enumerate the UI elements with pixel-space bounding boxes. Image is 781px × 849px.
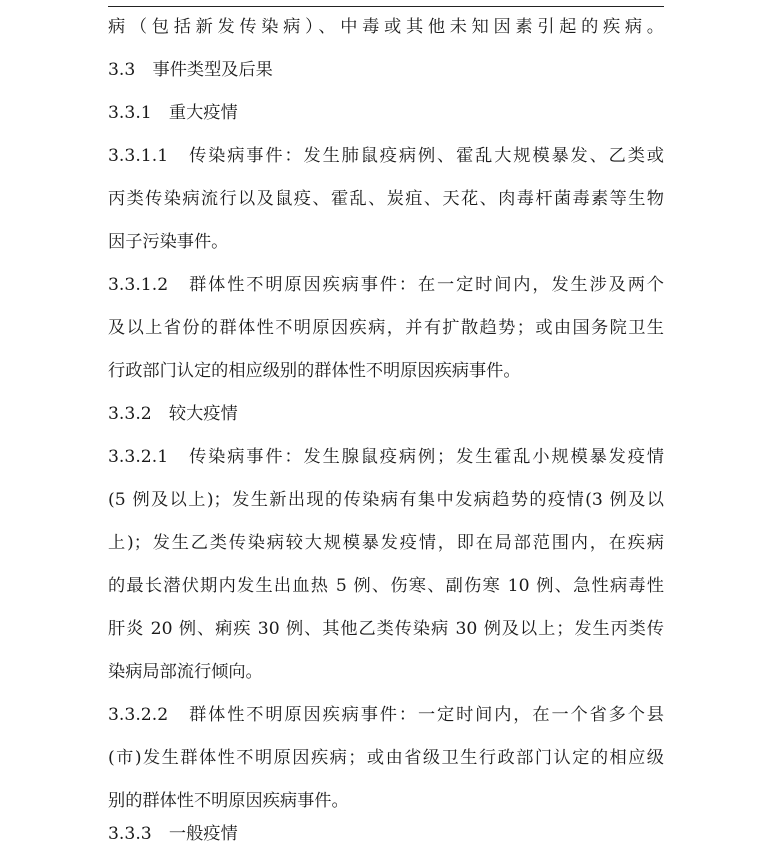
section-heading-3-3: 3.3 事件类型及后果: [108, 60, 273, 80]
section-heading-3-3-2: 3.3.2 较大疫情: [108, 404, 238, 424]
paragraph-line: 肝炎 20 例、痢疾 30 例、其他乙类传染病 30 例及以上；发生丙类传: [108, 619, 664, 639]
paragraph-line: 丙类传染病流行以及鼠疫、霍乱、炭疽、天花、肉毒杆菌毒素等生物: [108, 189, 664, 209]
paragraph-line: 3.3.2.1 传染病事件：发生腺鼠疫病例；发生霍乱小规模暴发疫情: [108, 447, 664, 467]
paragraph-line: (市)发生群体性不明原因疾病；或由省级卫生行政部门认定的相应级: [108, 748, 664, 768]
paragraph-line: 3.3.2.2 群体性不明原因疾病事件：一定时间内，在一个省多个县: [108, 705, 664, 725]
paragraph-line: 别的群体性不明原因疾病事件。: [108, 791, 349, 811]
paragraph-line: (5 例及以上)；发生新出现的传染病有集中发病趋势的疫情(3 例及以: [108, 490, 664, 510]
paragraph-line: 3.3.1.2 群体性不明原因疾病事件：在一定时间内，发生涉及两个: [108, 275, 664, 295]
paragraph-line: 的最长潜伏期内发生出血热 5 例、伤寒、副伤寒 10 例、急性病毒性: [108, 576, 664, 596]
section-heading-3-3-3: 3.3.3 一般疫情: [108, 824, 238, 844]
paragraph-line: 行政部门认定的相应级别的群体性不明原因疾病事件。: [108, 361, 521, 381]
header-rule: [108, 6, 664, 7]
section-heading-3-3-1: 3.3.1 重大疫情: [108, 103, 238, 123]
paragraph-line: 病（包括新发传染病）、中毒或其他未知因素引起的疾病。: [108, 17, 664, 37]
paragraph-line: 因子污染事件。: [108, 232, 229, 252]
paragraph-line: 上)；发生乙类传染病较大规模暴发疫情，即在局部范围内，在疾病: [108, 533, 664, 553]
paragraph-line: 及以上省份的群体性不明原因疾病，并有扩散趋势；或由国务院卫生: [108, 318, 664, 338]
paragraph-line: 3.3.1.1 传染病事件：发生肺鼠疫病例、霍乱大规模暴发、乙类或: [108, 146, 664, 166]
paragraph-line: 染病局部流行倾向。: [108, 662, 263, 682]
